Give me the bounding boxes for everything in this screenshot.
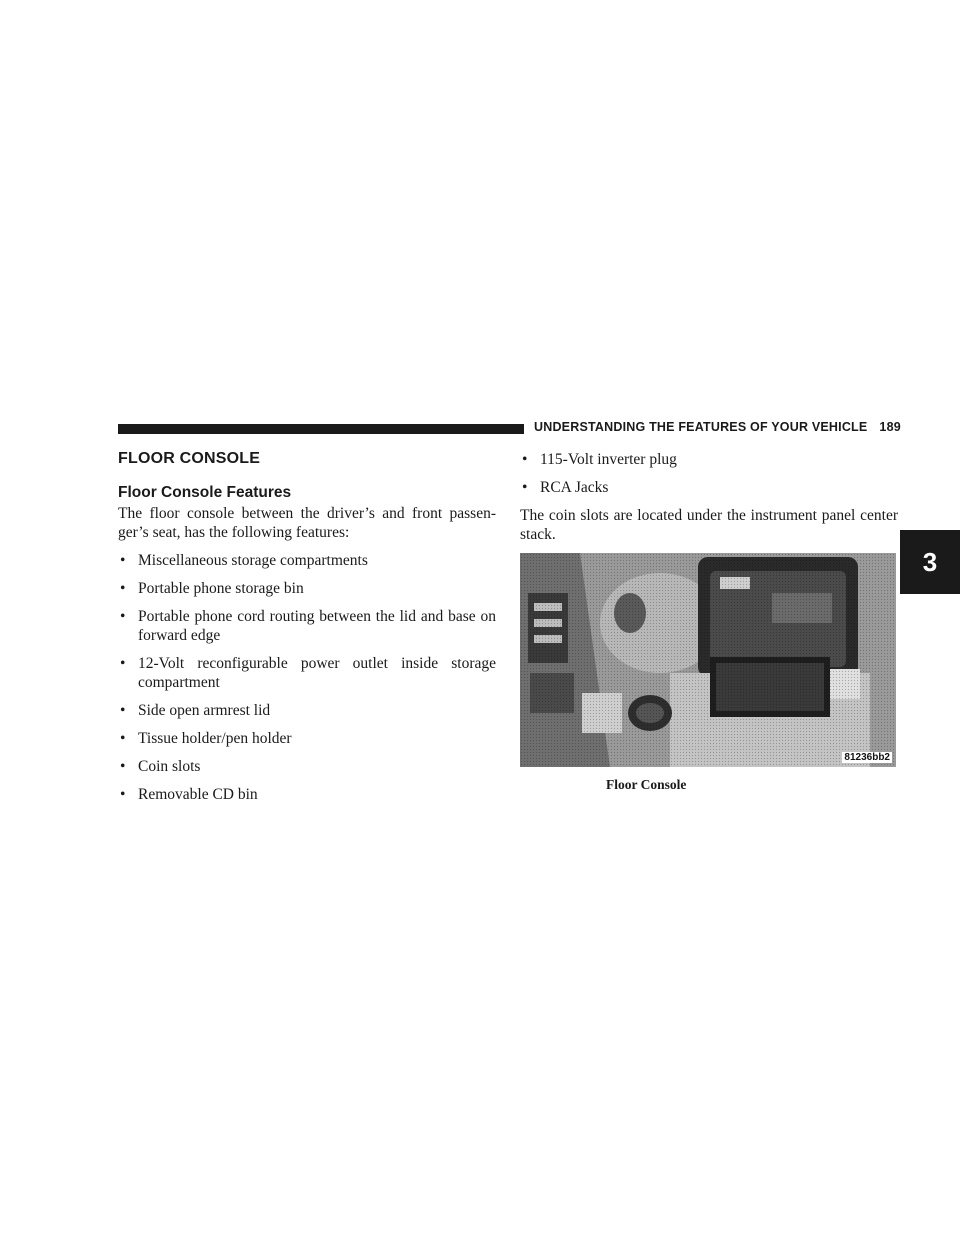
header-rule	[118, 424, 524, 434]
page-number: 189	[879, 420, 901, 434]
list-item: • Portable phone cord routing between the lid and base on forward edge	[120, 608, 496, 644]
bullet-icon: •	[120, 730, 126, 747]
list-item: • 115-Volt inverter plug	[522, 451, 677, 468]
bullet-icon: •	[120, 655, 126, 672]
subsection-title: Floor Console Features	[118, 484, 292, 501]
feature-list-left	[118, 551, 496, 804]
intro-paragraph: The floor console between the driver’s and front passen- ger’s seat, has the following features:	[118, 505, 496, 541]
header-title: UNDERSTANDING THE FEATURES OF YOUR VEHICLE	[534, 420, 868, 434]
bullet-icon: •	[120, 552, 126, 569]
bullet-icon: •	[120, 758, 126, 775]
list-item: • RCA Jacks	[522, 479, 609, 496]
console-illustration	[520, 553, 896, 767]
bullet-icon: •	[120, 608, 126, 625]
list-item: • Side open armrest lid	[120, 702, 271, 719]
list-item: • Coin slots	[120, 758, 201, 775]
figure-code: 81236bb2	[844, 752, 890, 763]
bullet-icon: •	[120, 580, 126, 597]
list-item: • Portable phone storage bin	[120, 580, 304, 597]
list-item: • Miscellaneous storage compartments	[120, 552, 368, 569]
bullet-icon: •	[522, 451, 528, 468]
bullet-icon: •	[120, 702, 126, 719]
chapter-tab: 3	[900, 530, 960, 594]
floor-console-photo	[520, 553, 896, 767]
list-item: • Tissue holder/pen holder	[120, 730, 292, 747]
list-item: • 12-Volt reconfigurable power outlet inside storage compartment	[120, 655, 496, 691]
running-header	[534, 420, 901, 434]
figure-caption: Floor Console	[606, 777, 687, 792]
section-title: FLOOR CONSOLE	[118, 450, 261, 467]
right-column	[520, 450, 898, 793]
feature-list-right	[520, 450, 898, 497]
list-item: • Removable CD bin	[120, 786, 258, 803]
bullet-icon: •	[522, 479, 528, 496]
coin-slot-note: The coin slots are located under the instrument panel center stack.	[520, 507, 898, 543]
left-column	[118, 450, 496, 813]
bullet-icon: •	[120, 786, 126, 803]
